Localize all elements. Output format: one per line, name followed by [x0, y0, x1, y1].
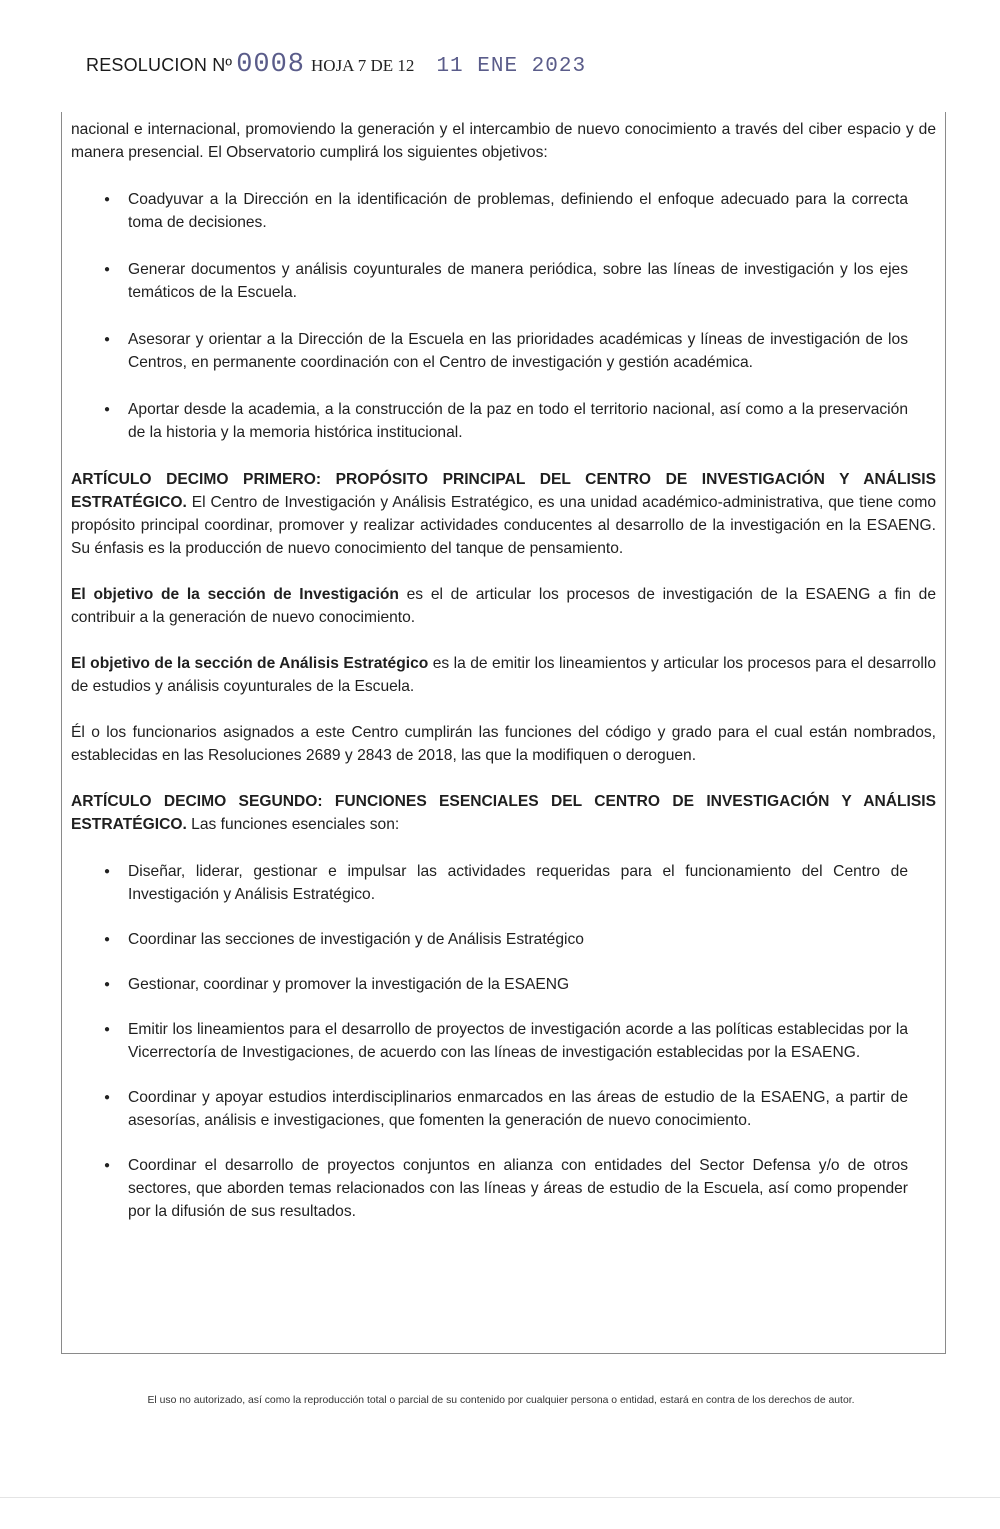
document-body: [61, 112, 946, 1354]
objective-item: ● Asesorar y orientar a la Dirección de la Escuela en las prioridades académicas y líneas de investigación de los Centros, en permanente coordinación con el Centro de investigación y gestión académica.: [71, 328, 936, 374]
page-bottom-rule: [0, 1497, 1000, 1498]
copyright-notice: El uso no autorizado, así como la reproducción total o parcial de su contenido por cualquier persona o entidad, estará en contra de los derechos de autor.: [147, 1395, 855, 1406]
analisis-section-text: es la de emitir los lineamientos y articular los procesos para el desarrollo de estudios y análisis coyunturales de la Escuela.: [71, 655, 936, 695]
objectives-list: [71, 188, 936, 444]
investigacion-section-heading: El objetivo de la sección de Investigación: [71, 586, 399, 603]
analisis-section-heading: El objetivo de la sección de Análisis Estratégico: [71, 655, 429, 672]
resolution-label: RESOLUCION Nº: [86, 55, 233, 75]
article-11-paragraph: [71, 468, 936, 560]
analisis-section-paragraph: [71, 652, 936, 698]
article-11-text: El Centro de Investigación y Análisis Estratégico, es una unidad académico-administrativa, que tiene como propósito principal coordinar, promover y realizar actividades conducentes al desarrollo de la investigación en la ESAENG. Su énfasis es la producción de nuevo conocimiento del tanque de pensamiento.: [71, 494, 936, 557]
function-item: ● Coordinar y apoyar estudios interdisciplinarios enmarcados en las áreas de estudio de la ESAENG, a partir de asesorías, análisis e investigaciones, que fomenten la generación de nuevo conocimiento.: [71, 1086, 936, 1132]
page-header: [86, 50, 586, 86]
investigacion-section-paragraph: [71, 583, 936, 629]
objective-item: ● Generar documentos y análisis coyunturales de manera periódica, sobre las líneas de investigación y los ejes temáticos de la Escuela.: [71, 258, 936, 304]
function-item: ● Gestionar, coordinar y promover la investigación de la ESAENG: [71, 973, 936, 996]
article-12-text: Las funciones esenciales son:: [186, 816, 400, 833]
officials-paragraph: Él o los funcionarios asignados a este Centro cumplirán las funciones del código y grado para el cual están nombrados, establecidas en las Resoluciones 2689 y 2843 de 2018, las que la modifiquen o deroguen.: [71, 724, 936, 764]
function-item: ● Coordinar las secciones de investigación y de Análisis Estratégico: [71, 928, 936, 951]
function-item: ● Coordinar el desarrollo de proyectos conjuntos en alianza con entidades del Sector Defensa y/o de otros sectores, que aborden temas relacionados con las líneas y áreas de estudio de la Escuela, así como propender por la difusión de sus resultados.: [71, 1154, 936, 1223]
function-item: ● Emitir los lineamientos para el desarrollo de proyectos de investigación acorde a las políticas establecidas por la Vicerrectoría de Investigaciones, de acuerdo con las líneas de investigación establecidas por la ESAENG.: [71, 1018, 936, 1064]
objective-item: ● Coadyuvar a la Dirección en la identificación de problemas, definiendo el enfoque adecuado para la correcta toma de decisiones.: [71, 188, 936, 234]
function-item: ● Diseñar, liderar, gestionar e impulsar las actividades requeridas para el funcionamiento del Centro de Investigación y Análisis Estratégico.: [71, 860, 936, 906]
intro-paragraph: nacional e internacional, promoviendo la generación y el intercambio de nuevo conocimiento a través del ciber espacio y de manera presencial. El Observatorio cumplirá los siguientes objetivos:: [71, 121, 936, 161]
article-12-paragraph: [71, 790, 936, 836]
date-stamp: 11 ENE 2023: [436, 55, 587, 78]
resolution-number-stamp: 0008: [236, 50, 306, 80]
investigacion-section-text: es el de articular los procesos de investigación de la ESAENG a fin de contribuir a la generación de nuevo conocimiento.: [71, 586, 936, 626]
objective-item: ● Aportar desde la academia, a la construcción de la paz en todo el territorio nacional, así como a la preservación de la historia y la memoria histórica institucional.: [71, 398, 936, 444]
functions-list: [71, 860, 936, 1223]
article-11-heading: ARTÍCULO DECIMO PRIMERO: PROPÓSITO PRINCIPAL DEL CENTRO DE INVESTIGACIÓN Y ANÁLISIS ESTRATÉGICO.: [71, 471, 936, 511]
article-12-heading: ARTÍCULO DECIMO SEGUNDO: FUNCIONES ESENCIALES DEL CENTRO DE INVESTIGACIÓN Y ANÁLISIS ESTRATÉGICO.: [71, 793, 936, 833]
page-indicator: HOJA 7 DE 12: [311, 56, 415, 75]
